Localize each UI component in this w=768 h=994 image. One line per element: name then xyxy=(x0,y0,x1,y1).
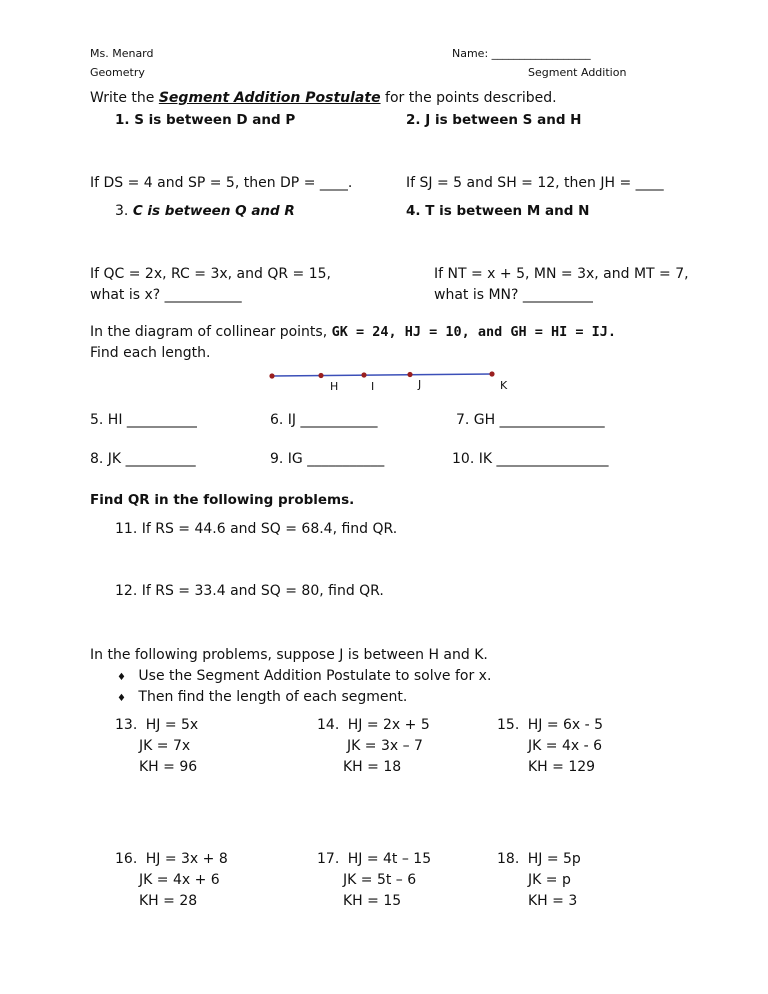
problem-13-line1: HJ = 5x xyxy=(145,717,199,733)
q3-number: 3. xyxy=(115,203,129,219)
point-i xyxy=(361,372,366,377)
problem-15-line2: JK = 4x - 6 xyxy=(528,738,602,754)
q1-prompt: If DS = 4 and SP = 5, then DP = ____. xyxy=(90,175,353,191)
problem-18-line1: HJ = 5p xyxy=(527,851,581,867)
point-h xyxy=(318,373,323,378)
diagram-given: GK = 24, HJ = 10, and GH = HI = IJ. xyxy=(331,324,617,340)
problem-14 xyxy=(317,715,430,778)
length-hi: 5. HI __________ xyxy=(90,412,197,428)
problem-17-number: 17. xyxy=(317,851,340,867)
problem-16-line3: KH = 28 xyxy=(139,893,198,909)
problem-13 xyxy=(115,715,198,778)
name-field: Name: __________________ xyxy=(452,47,591,60)
length-ij: 6. IJ ___________ xyxy=(270,412,378,428)
q3-line2: what is x? ___________ xyxy=(90,287,242,303)
point-k xyxy=(489,371,494,376)
length-ik: 10. IK ________________ xyxy=(452,451,609,467)
problem-16-line1: HJ = 3x + 8 xyxy=(145,851,228,867)
bullet-1-text: Use the Segment Addition Postulate to solve for x. xyxy=(138,668,492,684)
problem-16-line2: JK = 4x + 6 xyxy=(139,872,220,888)
problem-14-number: 14. xyxy=(317,717,340,733)
length-gh: 7. GH _______________ xyxy=(456,412,605,428)
problem-13-line2: JK = 7x xyxy=(139,738,191,754)
length-jk: 8. JK __________ xyxy=(90,451,196,467)
problem-17-line1: HJ = 4t – 15 xyxy=(347,851,432,867)
q3-title-text: C is between Q and R xyxy=(132,203,295,219)
problem-15-line3: KH = 129 xyxy=(528,759,596,775)
instructions-post: for the points described. xyxy=(380,90,557,106)
length-ig: 9. IG ___________ xyxy=(270,451,385,467)
problem-17-line3: KH = 15 xyxy=(343,893,402,909)
problem-14-line1: HJ = 2x + 5 xyxy=(347,717,430,733)
bullet-1 xyxy=(117,668,491,684)
bullet-2-text: Then find the length of each segment. xyxy=(138,689,408,705)
diamond-bullet-icon: ♦ xyxy=(117,693,126,704)
label-j: J xyxy=(418,378,422,391)
problem-14-line3: KH = 18 xyxy=(343,759,402,775)
subject: Geometry xyxy=(90,66,145,79)
problem-15-number: 15. xyxy=(497,717,520,733)
point-g xyxy=(269,373,274,378)
problem-13-line3: KH = 96 xyxy=(139,759,198,775)
label-k: K xyxy=(500,379,508,392)
problem-14-line2: JK = 3x – 7 xyxy=(347,738,423,754)
instructions-emphasis: Segment Addition Postulate xyxy=(158,90,381,106)
q4-title: 4. T is between M and N xyxy=(406,203,590,219)
label-h: H xyxy=(330,380,339,393)
point-j xyxy=(407,372,412,377)
q1-title: 1. S is between D and P xyxy=(115,112,296,128)
q4-line2: what is MN? __________ xyxy=(434,287,593,303)
instructions-pre: Write the xyxy=(90,90,159,106)
topic: Segment Addition xyxy=(528,66,627,79)
diagram-intro-pre: In the diagram of collinear points, xyxy=(90,324,332,340)
problem-18 xyxy=(497,849,581,912)
q11: 11. If RS = 44.6 and SQ = 68.4, find QR. xyxy=(115,521,398,537)
problem-15 xyxy=(497,715,603,778)
problem-18-line2: JK = p xyxy=(528,872,571,888)
problem-13-number: 13. xyxy=(115,717,138,733)
diamond-bullet-icon: ♦ xyxy=(117,672,126,683)
q2-title: 2. J is between S and H xyxy=(406,112,582,128)
problem-17 xyxy=(317,849,431,912)
segment-gk xyxy=(272,374,492,376)
part3-intro: In the following problems, suppose J is between H and K. xyxy=(90,647,488,663)
problem-18-line3: KH = 3 xyxy=(528,893,578,909)
problem-18-number: 18. xyxy=(497,851,520,867)
teacher-name: Ms. Menard xyxy=(90,47,154,60)
qr-heading: Find QR in the following problems. xyxy=(90,492,355,508)
problem-15-line1: HJ = 6x - 5 xyxy=(527,717,604,733)
problem-17-line2: JK = 5t – 6 xyxy=(343,872,417,888)
diagram-find: Find each length. xyxy=(90,345,211,361)
problem-16-number: 16. xyxy=(115,851,138,867)
q12: 12. If RS = 33.4 and SQ = 80, find QR. xyxy=(115,583,384,599)
q3-line1: If QC = 2x, RC = 3x, and QR = 15, xyxy=(90,266,331,282)
label-i: I xyxy=(371,380,375,393)
q2-prompt: If SJ = 5 and SH = 12, then JH = ____ xyxy=(406,175,664,191)
bullet-2 xyxy=(117,689,407,705)
problem-16 xyxy=(115,849,228,912)
q4-line1: If NT = x + 5, MN = 3x, and MT = 7, xyxy=(434,266,689,282)
